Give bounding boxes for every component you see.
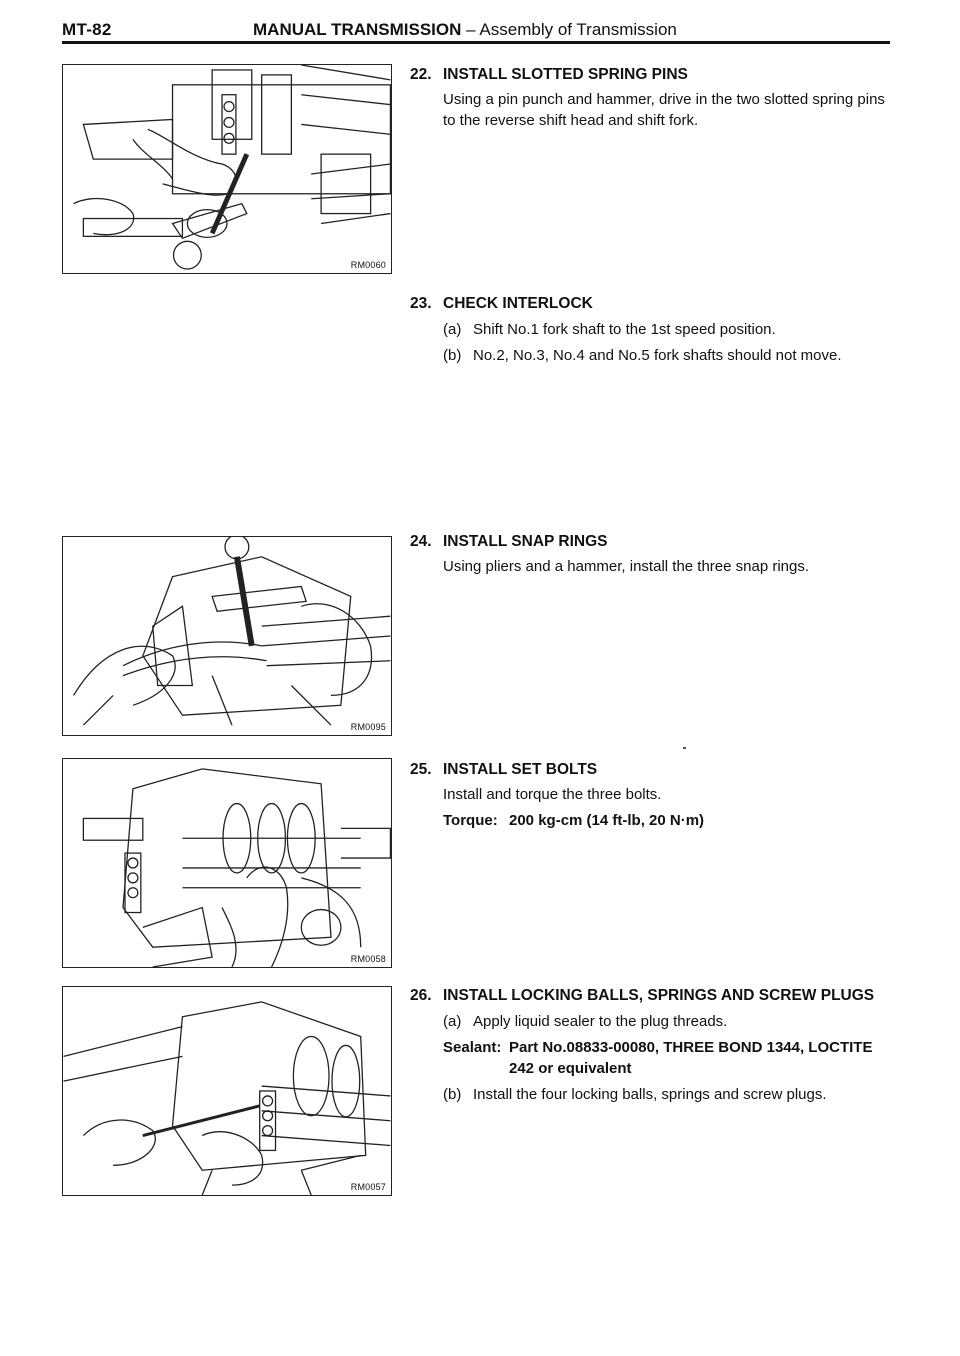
step-24 [410,531,900,577]
snap-ring-pliers-illustration [63,537,391,735]
sub-label: (a) [443,1013,462,1030]
figure-code: RM0095 [350,722,386,732]
sub-text: No.2, No.3, No.4 and No.5 fork shafts should not move. [473,347,842,364]
step-text: Using a pin punch and hammer, drive in the two slotted spring pins to the reverse shift head and shift fork. [443,91,885,129]
sub-item-a [443,319,900,340]
step-title [410,985,900,1006]
subsection-name: Assembly of Transmission [479,20,677,39]
step-number: 23. [410,295,432,312]
figure-code: RM0057 [350,1182,386,1192]
step-title [410,531,900,552]
sub-text: Apply liquid sealer to the plug threads. [473,1013,728,1030]
spec-value: 200 kg-cm (14 ft-lb, 20 N·m) [509,812,705,829]
step-heading: INSTALL SNAP RINGS [443,533,608,550]
step-heading: INSTALL LOCKING BALLS, SPRINGS AND SCREW PLUGS [443,987,875,1004]
section-title [253,20,677,40]
step-number: 26. [410,987,432,1004]
sub-label: (b) [443,347,462,364]
set-bolt-wrench-illustration [63,759,391,967]
sealant-spec [443,1037,900,1079]
sub-text: Shift No.1 fork shaft to the 1st speed position. [473,321,776,338]
step-heading: INSTALL SET BOLTS [443,761,598,778]
stray-mark [683,747,686,749]
page-header [62,20,892,42]
step-number: 22. [410,66,432,83]
sub-item-b [443,1084,900,1105]
page-code: MT-82 [62,20,112,39]
torque-spec [443,810,900,831]
sub-item-b [443,345,900,366]
figure-code: RM0060 [350,260,386,270]
spec-label: Torque: [443,812,498,829]
sub-label: (b) [443,1086,462,1103]
figure-code: RM0058 [350,954,386,964]
sub-item-a [443,1011,900,1032]
step-number: 25. [410,761,432,778]
step-title [410,293,900,314]
step-title [410,759,900,780]
figure-locking-balls [62,986,392,1196]
sealer-screw-plug-illustration [63,987,391,1195]
spec-value: Part No.08833-00080, THREE BOND 1344, LOCTITE 242 or equivalent [509,1039,873,1077]
sub-label: (a) [443,321,462,338]
figure-snap-rings [62,536,392,736]
section-name: MANUAL TRANSMISSION [253,20,462,39]
step-23 [410,293,900,366]
step-heading: INSTALL SLOTTED SPRING PINS [443,66,688,83]
step-title [410,64,900,85]
spec-label: Sealant: [443,1039,502,1056]
step-26 [410,985,900,1105]
pin-punch-hammer-illustration [63,65,391,273]
step-number: 24. [410,533,432,550]
header-rule [62,41,890,44]
title-separator: – [466,20,476,39]
step-25 [410,759,900,831]
sub-text: Install the four locking balls, springs and screw plugs. [473,1086,827,1103]
step-text: Install and torque the three bolts. [443,786,662,803]
figure-set-bolts [62,758,392,968]
step-22 [410,64,900,131]
figure-slotted-pins [62,64,392,274]
step-heading: CHECK INTERLOCK [443,295,593,312]
step-text: Using pliers and a hammer, install the three snap rings. [443,558,810,575]
